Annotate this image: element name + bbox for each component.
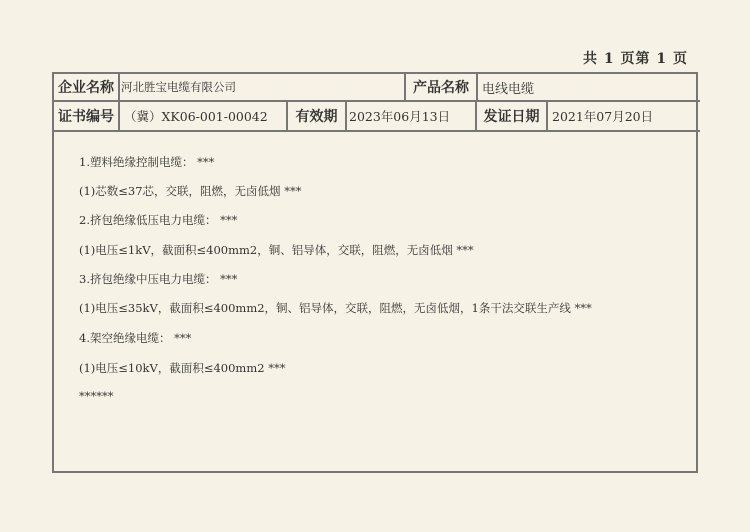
issue-value: 2021年07月20日 <box>548 102 700 132</box>
product-label: 产品名称 <box>406 74 478 102</box>
company-label: 企业名称 <box>54 74 120 102</box>
scope-line: 2.挤包绝缘低压电力电缆： *** <box>79 213 238 227</box>
certificate-table <box>52 72 698 473</box>
company-value: 河北胜宝电缆有限公司 <box>120 74 406 102</box>
scope-line: (1)电压≤1kV，截面积≤400mm2，铜、铝导体，交联，阻燃，无卤低烟 *** <box>79 243 474 257</box>
scope-line: (1)电压≤35kV，截面积≤400mm2，铜、铝导体，交联，阻燃，无卤低烟，1条干法交联生产线 *** <box>79 301 592 315</box>
product-value: 电线电缆 <box>478 74 700 102</box>
scope-line: (1)芯数≤37芯，交联，阻燃，无卤低烟 *** <box>79 184 302 198</box>
scope-line: ****** <box>79 389 114 403</box>
issue-label: 发证日期 <box>477 102 548 132</box>
page-indicator: 共 1 页第 1 页 <box>583 51 688 67</box>
scope-line: 3.挤包绝缘中压电力电缆： *** <box>79 272 238 286</box>
valid-label: 有效期 <box>288 102 347 132</box>
scope-line: (1)电压≤10kV，截面积≤400mm2 *** <box>79 361 286 375</box>
cert-value: （冀）XK06-001-00042 <box>120 102 288 132</box>
scope-line: 1.塑料绝缘控制电缆： *** <box>79 155 215 169</box>
cert-label: 证书编号 <box>54 102 120 132</box>
valid-value: 2023年06月13日 <box>347 102 477 132</box>
scope-line: 4.架空绝缘电缆： *** <box>79 331 192 345</box>
